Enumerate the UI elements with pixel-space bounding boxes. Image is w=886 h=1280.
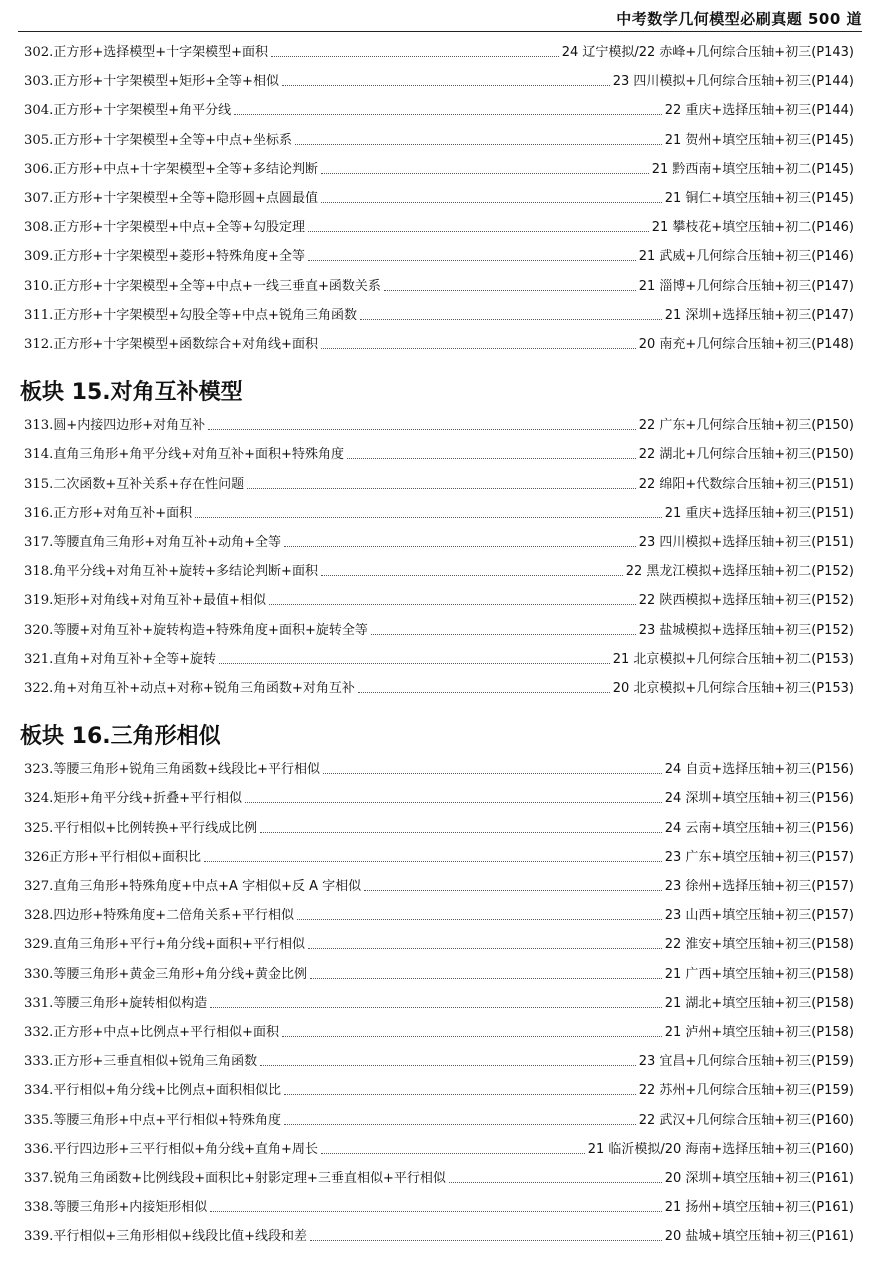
dot-leader [271,56,559,57]
dot-leader [347,458,636,459]
entry-topic: 正方形+中点+十字架模型+全等+多结论判断 [53,161,318,177]
toc-entry [24,876,854,896]
entry-number: 321. [24,651,54,667]
dot-leader [321,575,623,576]
entry-topic: 直角三角形+平行+角分线+面积+平行相似 [53,937,305,953]
toc-entry [24,905,854,925]
entry-source: 21 黔西南+填空压轴+初二(P145) [651,161,854,177]
page-header [18,0,862,32]
dot-leader [284,1094,636,1095]
entry-topic: 直角三角形+特殊角度+中点+A 字相似+反 A 字相似 [53,879,362,894]
entry-source: 24 云南+填空压轴+初三(P156) [664,820,854,836]
dot-leader [308,260,636,261]
entry-topic: 角平分线+对角互补+旋转+多结论判断+面积 [53,564,318,580]
entry-topic: 等腰三角形+中点+平行相似+特殊角度 [53,1112,282,1128]
toc-entry [24,276,854,296]
entry-number: 315. [24,476,54,492]
entry-number: 328. [24,908,54,924]
header-title: 中考数学几何模型必刷真题 500 道 [616,10,862,28]
toc-entry [24,130,854,150]
entry-number: 338. [24,1200,54,1216]
toc-entry [24,444,854,464]
dot-leader [219,663,610,664]
dot-leader [195,517,662,518]
toc-entry [24,71,854,91]
toc-entry [24,1197,854,1217]
entry-topic: 角+对角互补+动点+对称+锐角三角函数+对角互补 [53,681,355,696]
toc-entry [24,1110,854,1130]
dot-leader [308,231,649,232]
entry-number: 325. [24,820,54,836]
toc-entry [24,993,854,1013]
toc-entry [24,590,854,610]
toc-entry [24,1022,854,1042]
toc-entry [24,818,854,838]
dot-leader [310,1240,662,1241]
entry-source: 20 深圳+填空压轴+初三(P161) [664,1171,854,1186]
entry-topic: 正方形+平行相似+面积比 [49,849,201,865]
section-heading: 板块 15.对角互补模型 [20,380,243,406]
entry-number: 337. [24,1171,54,1186]
dot-leader [210,1007,661,1008]
toc-entry [24,100,854,120]
toc-entry [24,503,854,523]
entry-topic: 正方形+对角互补+面积 [53,505,193,521]
toc-entry [24,678,854,698]
entry-source: 24 深圳+填空压轴+初三(P156) [664,791,854,807]
entry-source: 20 北京模拟+几何综合压轴+初三(P153) [612,681,854,696]
toc-entry [24,159,854,179]
entry-topic: 正方形+三垂直相似+锐角三角函数 [53,1054,258,1070]
dot-leader [358,692,610,693]
entry-number: 331. [24,995,54,1011]
toc-entry [24,188,854,208]
entry-topic: 等腰三角形+内接矩形相似 [53,1200,208,1216]
entry-topic: 平行相似+角分线+比例点+面积相似比 [53,1083,282,1099]
dot-leader [210,1211,661,1212]
dot-leader [321,173,649,174]
toc-entry [24,620,854,640]
entry-number: 312. [24,337,54,352]
entry-topic: 锐角三角函数+比例线段+面积比+射影定理+三垂直相似+平行相似 [53,1171,446,1186]
toc-entry [24,1168,854,1188]
entry-source: 23 徐州+选择压轴+初三(P157) [664,879,854,894]
entry-number: 319. [24,593,54,609]
toc-entry [24,305,854,325]
entry-topic: 二次函数+互补关系+存在性问题 [53,476,245,492]
entry-source: 22 湖北+几何综合压轴+初三(P150) [638,447,854,463]
entry-topic: 正方形+十字架模型+函数综合+对角线+面积 [53,337,318,352]
toc-entry [24,1051,854,1071]
entry-number: 339. [24,1229,54,1245]
dot-leader [321,202,662,203]
entry-topic: 圆+内接四边形+对角互补 [53,418,206,434]
entry-number: 318. [24,564,54,580]
entry-source: 23 山西+填空压轴+初三(P157) [664,908,854,924]
toc-entry [24,561,854,581]
entry-topic: 等腰+对角互补+旋转构造+特殊角度+面积+旋转全等 [53,622,368,638]
entry-number: 330. [24,966,54,982]
toc-entry [24,1226,854,1246]
entry-number: 307. [24,191,54,206]
entry-source: 22 重庆+选择压轴+初三(P144) [664,103,854,119]
toc-entry [24,847,854,867]
dot-leader [284,546,636,547]
entry-topic: 正方形+十字架模型+全等+中点+一线三垂直+函数关系 [53,278,381,294]
entry-source: 21 重庆+选择压轴+初三(P151) [664,505,854,521]
dot-leader [321,1153,585,1154]
toc-entry [24,934,854,954]
dot-leader [323,773,662,774]
toc-entry [24,1080,854,1100]
entry-topic: 等腰直角三角形+对角互补+动角+全等 [53,535,282,550]
entry-number: 333. [24,1054,54,1070]
entry-source: 23 宜昌+几何综合压轴+初三(P159) [638,1054,854,1070]
entry-number: 332. [24,1025,54,1040]
dot-leader [282,85,610,86]
toc-entry [24,415,854,435]
entry-number: 326 [24,849,50,865]
entry-topic: 平行相似+三角形相似+线段比值+线段和差 [53,1229,308,1245]
entry-source: 24 自贡+选择压轴+初三(P156) [664,762,854,778]
entry-topic: 等腰三角形+锐角三角函数+线段比+平行相似 [53,762,321,778]
entry-source: 24 辽宁模拟/22 赤峰+几何综合压轴+初三(P143) [561,45,854,60]
entry-number: 304. [24,103,54,119]
toc-entry [24,532,854,552]
dot-leader [310,978,662,979]
dot-leader [234,114,662,115]
toc-entry [24,334,854,354]
entry-source: 22 黑龙江模拟+选择压轴+初二(P152) [625,564,854,580]
entry-source: 21 扬州+填空压轴+初三(P161) [664,1200,854,1216]
entry-number: 324. [24,791,54,807]
dot-leader [295,144,662,145]
entry-topic: 正方形+十字架模型+矩形+全等+相似 [53,74,279,90]
entry-topic: 正方形+选择模型+十字架模型+面积 [53,45,269,60]
dot-leader [321,348,636,349]
entry-source: 23 四川模拟+选择压轴+初三(P151) [638,535,854,550]
entry-source: 21 淄博+几何综合压轴+初三(P147) [638,278,854,294]
section-heading: 板块 16.三角形相似 [20,724,221,750]
entry-number: 302. [24,45,54,60]
dot-leader [371,634,636,635]
entry-source: 21 广西+填空压轴+初三(P158) [664,966,854,982]
toc-entry [24,42,854,62]
dot-leader [384,290,636,291]
entry-number: 308. [24,220,54,236]
entry-number: 329. [24,937,54,953]
entry-topic: 矩形+角平分线+折叠+平行相似 [53,791,243,807]
entry-source: 20 盐城+填空压轴+初三(P161) [664,1229,854,1245]
dot-leader [282,1036,662,1037]
dot-leader [208,429,636,430]
entry-source: 21 湖北+填空压轴+初三(P158) [664,995,854,1011]
entry-number: 327. [24,879,54,894]
entry-source: 21 深圳+选择压轴+初三(P147) [664,307,854,323]
entry-source: 23 四川模拟+几何综合压轴+初三(P144) [612,74,854,90]
dot-leader [449,1182,662,1183]
entry-number: 305. [24,132,54,148]
entry-source: 23 广东+填空压轴+初三(P157) [664,849,854,865]
entry-source: 21 武威+几何综合压轴+初三(P146) [638,249,854,265]
dot-leader [245,802,662,803]
toc-entry [24,964,854,984]
entry-topic: 平行相似+比例转换+平行线成比例 [53,820,258,836]
entry-topic: 正方形+十字架模型+勾股全等+中点+锐角三角函数 [53,307,357,323]
dot-leader [308,948,662,949]
entry-number: 311. [24,307,54,323]
entry-source: 22 武汉+几何综合压轴+初三(P160) [638,1112,854,1128]
entry-source: 21 铜仁+填空压轴+初三(P145) [664,191,854,206]
entry-topic: 四边形+特殊角度+二倍角关系+平行相似 [53,908,295,924]
entry-number: 317. [24,535,54,550]
entry-source: 21 临沂模拟/20 海南+选择压轴+初三(P160) [587,1141,854,1157]
entry-topic: 正方形+十字架模型+菱形+特殊角度+全等 [53,249,305,265]
dot-leader [204,861,662,862]
entry-source: 22 苏州+几何综合压轴+初三(P159) [638,1083,854,1099]
entry-topic: 正方形+十字架模型+全等+中点+坐标系 [53,132,292,148]
entry-topic: 平行四边形+三平行相似+角分线+直角+周长 [53,1141,318,1157]
entry-number: 309. [24,249,54,265]
entry-topic: 正方形+中点+比例点+平行相似+面积 [53,1025,279,1040]
entry-source: 22 陕西模拟+选择压轴+初三(P152) [638,593,854,609]
entry-topic: 矩形+对角线+对角互补+最值+相似 [53,593,266,609]
dot-leader [284,1124,636,1125]
toc-entry [24,474,854,494]
dot-leader [297,919,662,920]
toc-entry [24,649,854,669]
dot-leader [260,832,662,833]
entry-number: 322. [24,681,54,696]
entry-number: 334. [24,1083,54,1099]
entry-topic: 直角+对角互补+全等+旋转 [53,651,217,667]
entry-number: 313. [24,418,54,434]
entry-source: 22 淮安+填空压轴+初三(P158) [664,937,854,953]
entry-number: 306. [24,161,54,177]
entry-source: 21 北京模拟+几何综合压轴+初二(P153) [612,651,854,667]
entry-number: 323. [24,762,54,778]
entry-topic: 等腰三角形+黄金三角形+角分线+黄金比例 [53,966,308,982]
entry-topic: 等腰三角形+旋转相似构造 [53,995,208,1011]
entry-source: 22 广东+几何综合压轴+初三(P150) [638,418,854,434]
dot-leader [360,319,662,320]
entry-source: 21 贺州+填空压轴+初三(P145) [664,132,854,148]
entry-topic: 正方形+十字架模型+角平分线 [53,103,232,119]
entry-topic: 正方形+十字架模型+中点+全等+勾股定理 [53,220,305,236]
entry-source: 21 攀枝花+填空压轴+初二(P146) [651,220,854,236]
dot-leader [260,1065,636,1066]
entry-source: 22 绵阳+代数综合压轴+初三(P151) [638,476,854,492]
entry-number: 336. [24,1141,54,1157]
entry-topic: 直角三角形+角平分线+对角互补+面积+特殊角度 [53,447,344,463]
entry-source: 21 泸州+填空压轴+初三(P158) [664,1025,854,1040]
entry-number: 310. [24,278,54,294]
toc-entry [24,788,854,808]
entry-number: 335. [24,1112,54,1128]
entry-topic: 正方形+十字架模型+全等+隐形圆+点圆最值 [53,191,318,206]
entry-source: 20 南充+几何综合压轴+初三(P148) [638,337,854,352]
entry-number: 303. [24,74,54,90]
dot-leader [269,604,636,605]
toc-entry [24,246,854,266]
toc-entry [24,217,854,237]
dot-leader [247,488,636,489]
toc-entry [24,1139,854,1159]
entry-number: 320. [24,622,54,638]
entry-source: 23 盐城模拟+选择压轴+初三(P152) [638,622,854,638]
dot-leader [364,890,662,891]
toc-entry [24,759,854,779]
entry-number: 316. [24,505,54,521]
entry-number: 314. [24,447,54,463]
